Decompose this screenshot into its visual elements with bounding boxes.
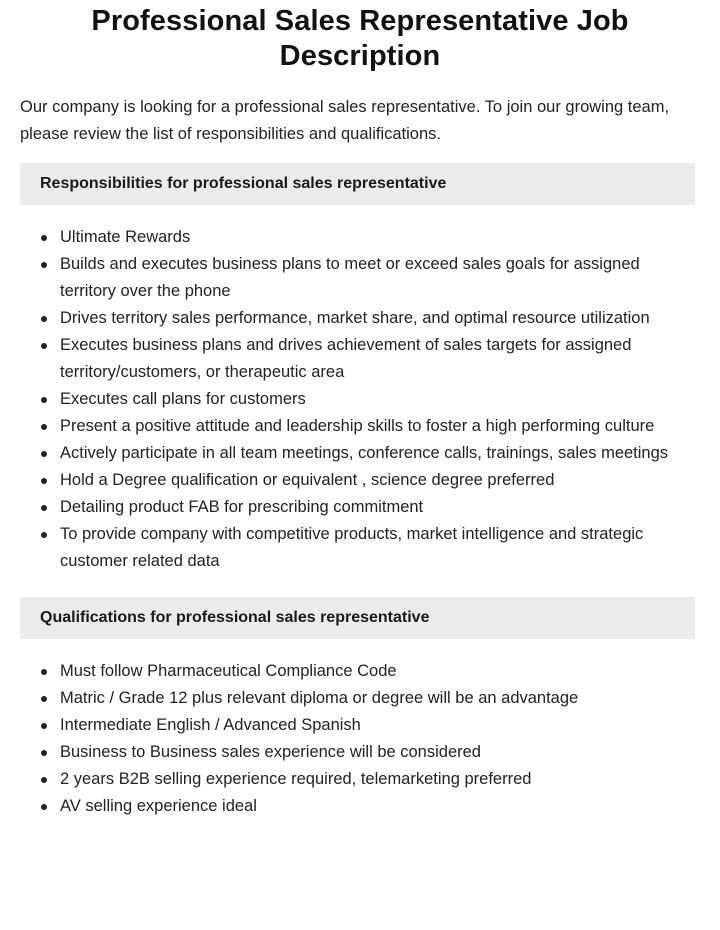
list-item: Business to Business sales experience will be considered [40, 739, 700, 766]
list-item: Detailing product FAB for prescribing commitment [40, 494, 700, 521]
list-item: Intermediate English / Advanced Spanish [40, 712, 700, 739]
list-item: Builds and executes business plans to meet or exceed sales goals for assigned territory over the phone [40, 251, 700, 305]
list-item: Executes business plans and drives achievement of sales targets for assigned territory/customers, or therapeutic area [40, 332, 700, 386]
list-item: 2 years B2B selling experience required, telemarketing preferred [40, 766, 700, 793]
list-item: Present a positive attitude and leadership skills to foster a high performing culture [40, 413, 700, 440]
intro-paragraph: Our company is looking for a professional sales representative. To join our growing team, please review the list of responsibilities and qualifications. [20, 98, 670, 143]
list-item: Drives territory sales performance, market share, and optimal resource utilization [40, 305, 700, 332]
list-item: Hold a Degree qualification or equivalent , science degree preferred [40, 467, 700, 494]
list-item: AV selling experience ideal [40, 793, 700, 820]
qualifications-heading: Qualifications for professional sales representative [20, 597, 695, 639]
list-item: Matric / Grade 12 plus relevant diploma or degree will be an advantage [40, 685, 700, 712]
list-item: Executes call plans for customers [40, 386, 700, 413]
list-item: Actively participate in all team meetings, conference calls, trainings, sales meetings [40, 440, 700, 467]
list-item: To provide company with competitive products, market intelligence and strategic customer related data [40, 521, 700, 575]
qualifications-list [20, 658, 700, 820]
list-item: Ultimate Rewards [40, 224, 700, 251]
responsibilities-heading: Responsibilities for professional sales representative [20, 163, 695, 205]
list-item: Must follow Pharmaceutical Compliance Code [40, 658, 700, 685]
page-title: Professional Sales Representative Job Description [91, 5, 629, 72]
responsibilities-list [20, 224, 700, 575]
